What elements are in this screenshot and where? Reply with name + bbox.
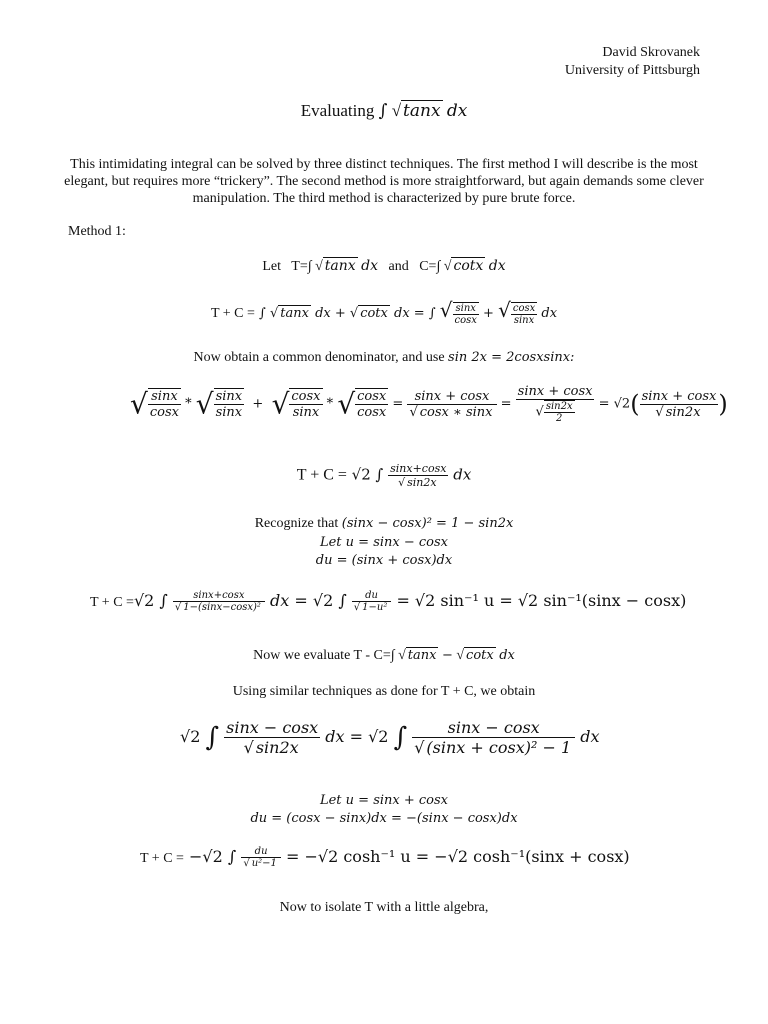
intro-line-1: This intimidating integral can be solved by three distinct techniques. The first method I will describe is the most — [70, 157, 698, 172]
let-u-substitution: Let u = sinx − cosx — [319, 535, 448, 550]
page-title: Evaluating ∫ √ tanx dx — [300, 101, 468, 121]
let-definitions: Let T=∫ √ tanx dx and C=∫ √ cotx dx — [262, 258, 506, 274]
du2-substitution: du = (cosx − sinx)dx = −(sinx − cosx)dx — [250, 811, 518, 826]
du-substitution: du = (sinx + cosx)dx — [315, 553, 453, 568]
common-denominator-equation: √ $\frac{\sin x}{\cos x}$ * √ $\frac{\sin x}{\sin x}$ + √ $\frac{\cos x}{\sin x}$ * √ $\frac{\cos x}{\cos x}$ = $\frac{\sin x + \cos x}{√ \cos x ∗ \sin x}$ = sinx + cosx √ $\frac{\sin 2x}{2}$ = √2( $\frac{\sin x + \cos x}{√ \sin 2x}$ ) — [130, 384, 728, 424]
isolate-t: Now to isolate T with a little algebra, — [279, 900, 489, 915]
similar-techniques: Using similar techniques as done for T + C, we obtain — [232, 684, 536, 699]
tc-cosh-equation: T + C = −√2 ∫ $\frac{du}{\text{√ u²−1}}$ = −√2 cosh⁻¹ u = −√2 cosh⁻¹(sinx + cosx) — [140, 846, 630, 869]
recognize-identity: Recognize that (sinx − cosx)² = 1 − sin2x — [254, 516, 514, 531]
tc-sqrt2-equation: T + C = √2 ∫ $\frac{\sin x+\cos x}{√ \sin 2x}$ dx — [296, 462, 472, 489]
method1-heading: Method 1: — [68, 224, 126, 239]
let-u2-substitution: Let u = sinx + cosx — [319, 793, 448, 808]
intro-line-2: elegant, but requires more “trickery”. The second method is more straightforward, but again demands some clever — [64, 174, 704, 189]
author-affiliation: University of Pittsburgh — [564, 63, 700, 78]
tc-arcsin-equation: T + C =√2 ∫ $\frac{\sin x+\cos x}{\text{√ 1−(sinx−cosx)²}}$ dx = √2 ∫ $\frac{du}{\text{√ 1−u²}}$ = √2 sin⁻¹ u = √2 sin⁻¹(sinx − cosx) — [90, 590, 687, 613]
tc-sum-equation: T + C = ∫ √ tanx dx + √ cotx dx = ∫ √ $\frac{\sin x}{\cos x}$ + √ $\frac{\cos x}{\sin x}$ dx — [210, 298, 558, 326]
author-name: David Skrovanek — [602, 45, 700, 60]
intro-line-3: manipulation. The third method is characterized by pure brute force. — [192, 191, 576, 206]
evaluate-t-minus-c: Now we evaluate T - C=∫ √ tanx − √ cotx dx — [253, 648, 515, 663]
common-denominator-text: Now obtain a common denominator, and use sin 2x = 2cosxsinx: — [193, 350, 575, 365]
t-minus-c-equation: √2 ∫ $\frac{\sin x - \cos x}{√ \sin 2x}$ dx = √2 ∫ $\frac{\sin x - \cos x}{\text{√ (sinx + cosx)² − 1}}$ dx — [180, 718, 600, 757]
